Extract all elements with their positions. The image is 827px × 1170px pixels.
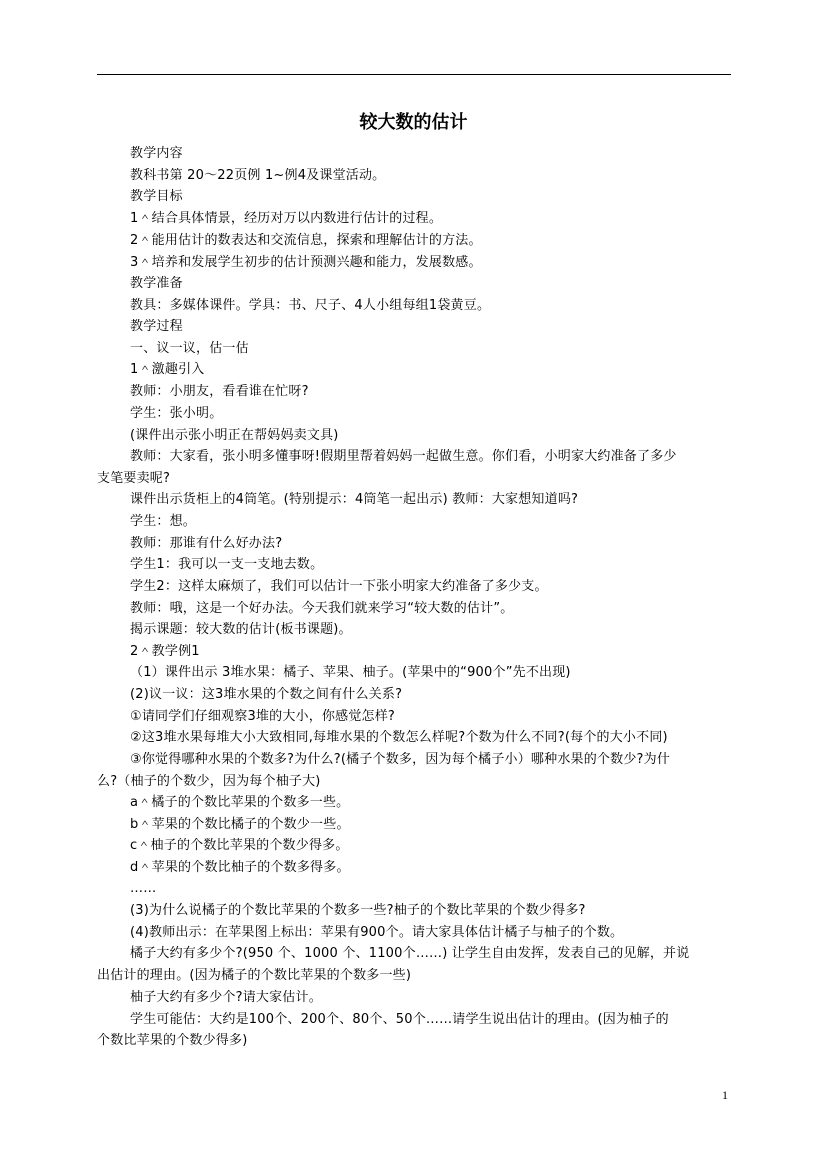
text-line: 学生可能估：大约是100个、200个、80个、50个……请学生说出估计的理由。(因为柚子的	[130, 1012, 669, 1027]
text-line: 一、议一议，估一估	[130, 341, 249, 356]
text-line: c＾柚子的个数比苹果的个数少得多。	[130, 838, 349, 853]
text-line: (3)为什么说橘子的个数比苹果的个数多一些?柚子的个数比苹果的个数少得多?	[130, 903, 586, 918]
text-line: 教学内容	[130, 146, 183, 161]
text-line: ②这3堆水果每堆大小大致相同,每堆水果的个数怎么样呢?个数为什么不同?(每个的大小不同)	[130, 730, 668, 745]
text-line: 教学准备	[130, 276, 183, 291]
text-line: ……	[130, 881, 157, 896]
text-line: (课件出示张小明正在帮妈妈卖文具)	[130, 428, 339, 443]
text-line: 3＾培养和发展学生初步的估计预测兴趣和能力，发展数感。	[130, 255, 482, 270]
text-line: 橘子大约有多少个?(950 个、1000 个、1100个……) 让学生自由发挥，发表自己的见解，并说	[130, 946, 690, 961]
page-title: 较大数的估计	[359, 112, 468, 133]
text-line: 支笔要卖呢?	[97, 471, 171, 486]
text-line: 教师：那谁有什么好办法?	[130, 536, 283, 551]
text-line: d＾苹果的个数比柚子的个数多得多。	[130, 860, 350, 875]
text-line: 1＾激趣引入	[130, 362, 205, 377]
header-rule	[97, 74, 731, 75]
text-line: 教师：小朋友，看看谁在忙呀?	[130, 384, 309, 399]
text-line: (2)议一议：这3堆水果的个数之间有什么关系?	[130, 687, 403, 702]
text-line: 教学目标	[130, 189, 183, 204]
text-line: 学生：张小明。	[130, 406, 223, 421]
text-line: ①请同学们仔细观察3堆的大小，你感觉怎样?	[130, 709, 396, 724]
text-line: 学生2：这样太麻烦了，我们可以估计一下张小明家大约准备了多少支。	[130, 579, 548, 594]
text-line: 教师：哦，这是一个好办法。今天我们就来学习“较大数的估计”。	[130, 601, 514, 616]
text-line: ③你觉得哪种水果的个数多?为什么?(橘子个数多，因为每个橘子小）哪种水果的个数少?为什	[130, 752, 671, 767]
text-line: 1＾结合具体情景，经历对万以内数进行估计的过程。	[130, 211, 443, 226]
text-line: b＾苹果的个数比橘子的个数少一些。	[130, 817, 350, 832]
text-line: 教学过程	[130, 319, 183, 334]
text-line: 么?（柚子的个数少，因为每个柚子大)	[97, 774, 321, 789]
text-line: （1）课件出示 3堆水果：橘子、苹果、柚子。(苹果中的“900个”先不出现)	[130, 665, 571, 680]
text-line: 2＾教学例1	[130, 644, 200, 659]
text-line: 揭示课题：较大数的估计(板书课题)。	[130, 622, 352, 637]
text-line: 柚子大约有多少个?请大家估计。	[130, 990, 322, 1005]
text-line: 教科书第 20～22页例 1~例4及课堂活动。	[130, 168, 386, 183]
page-number: 1	[722, 1088, 728, 1102]
text-line: 2＾能用估计的数表达和交流信息，探索和理解估计的方法。	[130, 233, 482, 248]
text-line: 教具：多媒体课件。学具：书、尺子、4人小组每组1袋黄豆。	[130, 298, 491, 313]
text-line: (4)教师出示：在苹果图上标出：苹果有900个。请大家具体估计橘子与柚子的个数。	[130, 925, 624, 940]
text-line: 课件出示货柜上的4筒笔。(特别提示：4筒笔一起出示) 教师：大家想知道吗?	[130, 492, 579, 507]
text-line: 出估计的理由。(因为橘子的个数比苹果的个数多一些)	[97, 968, 412, 983]
text-line: 教师：大家看，张小明多懂事呀!假期里帮着妈妈一起做生意。你们看，小明家大约准备了多少	[130, 449, 677, 464]
text-line: 学生1：我可以一支一支地去数。	[130, 557, 324, 572]
text-line: 学生：想。	[130, 514, 197, 529]
text-line: 个数比苹果的个数少得多)	[97, 1033, 248, 1048]
text-line: a＾橘子的个数比苹果的个数多一些。	[130, 795, 350, 810]
